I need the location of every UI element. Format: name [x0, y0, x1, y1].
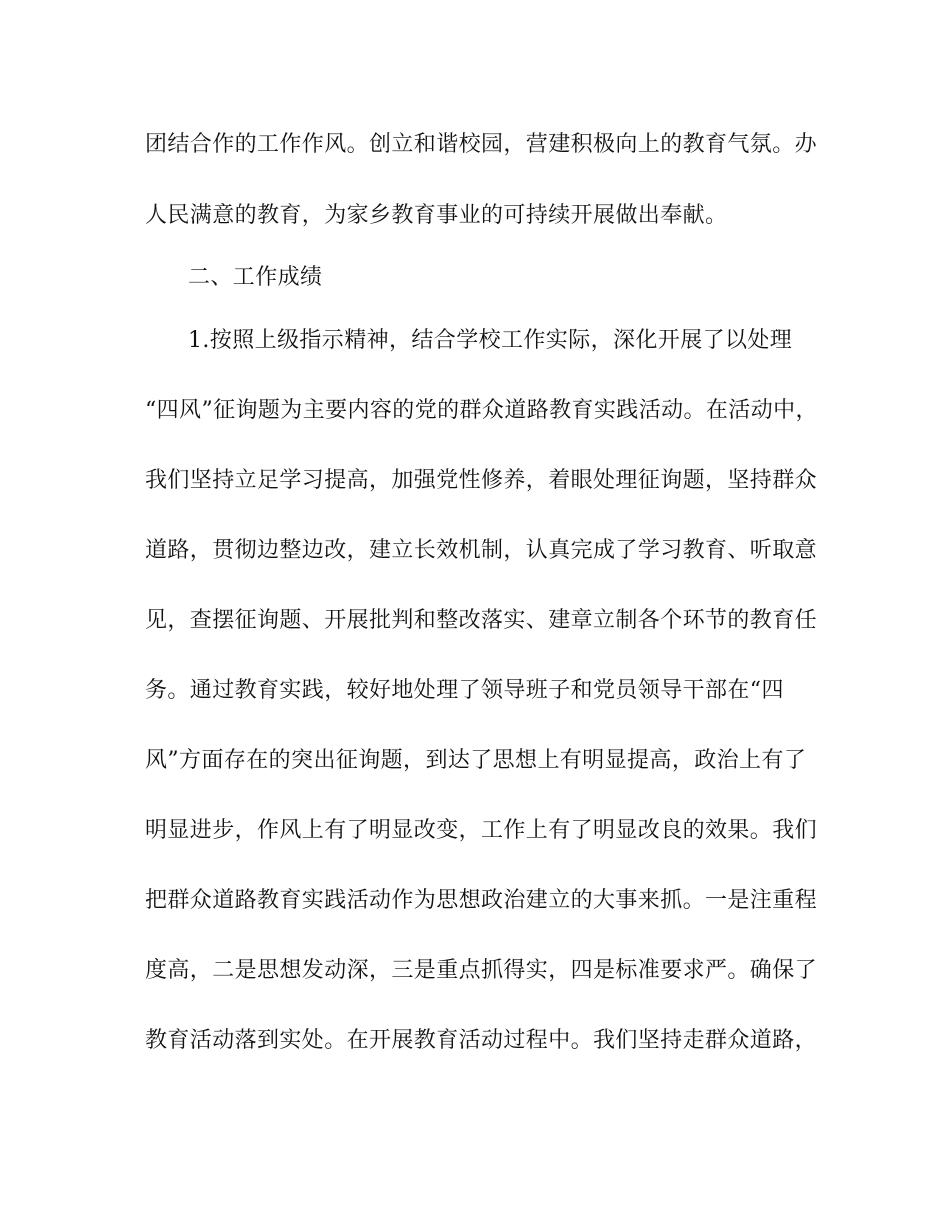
text-line-1: 团结合作的工作作风。创立和谐校园，营建积极向上的教育气氛。办	[145, 132, 818, 157]
text-line-10: 风”方面存在的突出征询题，到达了思想上有明显提高，政治上有了	[145, 748, 807, 773]
text-line-11: 明显进步，作风上有了明显改变，工作上有了明显改良的效果。我们	[145, 818, 818, 843]
text-line-8: 见，查摆征询题、开展批判和整改落实、建章立制各个环节的教育任	[145, 608, 818, 633]
text-line-4: 1.按照上级指示精神，结合学校工作实际，深化开展了以处理	[188, 328, 793, 353]
text-line-13: 度高，二是思想发动深，三是重点抓得实，四是标准要求严。确保了	[145, 958, 818, 983]
text-line-7: 道路，贯彻边整边改，建立长效机制，认真完成了学习教育、听取意	[145, 538, 818, 563]
text-line-14: 教育活动落到实处。在开展教育活动过程中。我们坚持走群众道路，	[145, 1028, 818, 1053]
text-line-12: 把群众道路教育实践活动作为思想政治建立的大事来抓。一是注重程	[145, 888, 818, 913]
text-line-2: 人民满意的教育，为家乡教育事业的可持续开展做出奉献。	[145, 203, 728, 228]
text-line-5: “四风”征询题为主要内容的党的群众道路教育实践活动。在活动中，	[145, 398, 818, 423]
section-heading: 二、工作成绩	[188, 265, 323, 290]
text-line-6: 我们坚持立足学习提高，加强党性修养，着眼处理征询题，坚持群众	[145, 468, 818, 493]
text-line-9: 务。通过教育实践，较好地处理了领导班子和党员领导干部在“四	[145, 678, 784, 703]
